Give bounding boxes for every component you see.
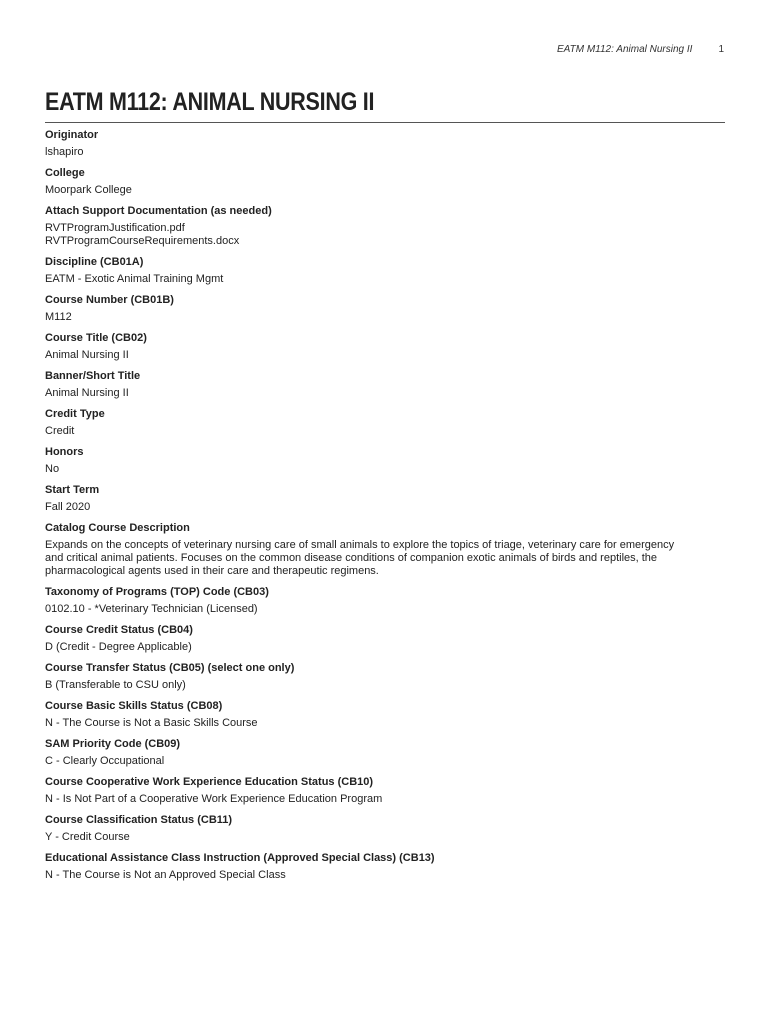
field-value (45, 869, 725, 882)
title-divider (45, 122, 725, 123)
field-value (45, 831, 725, 844)
field-value-line: Fall 2020 (45, 501, 91, 513)
field-value-line: B (Transferable to CSU only) (45, 679, 186, 691)
field-value-line: D (Credit - Degree Applicable) (45, 641, 192, 653)
field-value-line: pharmacological agents used in their care and therapeutic regimens. (45, 565, 379, 577)
field-value-line: M112 (45, 311, 72, 323)
field-discipline (45, 255, 725, 286)
field-value (45, 146, 725, 159)
field-value (45, 311, 725, 324)
field-originator (45, 128, 725, 159)
field-value (45, 184, 725, 197)
field-value (45, 679, 725, 692)
course-fields (45, 128, 725, 889)
field-label: Credit Type (45, 408, 105, 420)
field-value-line: Animal Nursing II (45, 349, 129, 361)
field-value (45, 425, 725, 438)
field-top-code (45, 585, 725, 616)
field-value (45, 387, 725, 400)
field-value (45, 603, 725, 616)
field-value-line: Credit (45, 425, 75, 437)
field-label: Educational Assistance Class Instruction (Approved Special Class) (CB13) (45, 852, 435, 864)
field-honors (45, 445, 725, 476)
field-credit-type (45, 407, 725, 438)
field-short-title (45, 369, 725, 400)
document-title: EATM M112: ANIMAL NURSING II (45, 88, 375, 116)
field-value (45, 641, 725, 654)
field-basic-skills (45, 699, 725, 730)
field-value (45, 222, 725, 248)
field-sam-priority (45, 737, 725, 768)
field-label: Start Term (45, 484, 100, 496)
field-value-line: Animal Nursing II (45, 387, 129, 399)
field-label: Course Transfer Status (CB05) (select one only) (45, 662, 295, 674)
field-value-line: RVTProgramCourseRequirements.docx (45, 235, 240, 247)
page-number: 1 (718, 44, 724, 55)
field-value-line: Y - Credit Course (45, 831, 130, 843)
field-coop-work (45, 775, 725, 806)
field-label: Course Credit Status (CB04) (45, 624, 193, 636)
field-value-line: No (45, 463, 60, 475)
field-transfer-status (45, 661, 725, 692)
field-support-docs (45, 204, 725, 248)
field-value-line: N - The Course is Not an Approved Special Class (45, 869, 286, 881)
field-label: Discipline (CB01A) (45, 256, 144, 268)
field-value-line: RVTProgramJustification.pdf (45, 222, 185, 234)
field-value (45, 273, 725, 286)
field-label: Course Cooperative Work Experience Education Status (CB10) (45, 776, 374, 788)
field-classification (45, 813, 725, 844)
field-label: Course Number (CB01B) (45, 294, 174, 306)
field-value (45, 793, 725, 806)
field-credit-status (45, 623, 725, 654)
field-value-line: 0102.10 - *Veterinary Technician (Licensed) (45, 603, 258, 615)
field-label: Course Classification Status (CB11) (45, 814, 233, 826)
field-value-line: N - The Course is Not a Basic Skills Course (45, 717, 258, 729)
field-label: Originator (45, 129, 99, 141)
field-catalog-description (45, 521, 725, 578)
field-label: SAM Priority Code (CB09) (45, 738, 181, 750)
field-label: Course Basic Skills Status (CB08) (45, 700, 223, 712)
field-value (45, 755, 725, 768)
field-label: Catalog Course Description (45, 522, 190, 534)
field-label: Taxonomy of Programs (TOP) Code (CB03) (45, 586, 269, 598)
field-special-class (45, 851, 725, 882)
running-header (557, 44, 724, 55)
field-value-line: Moorpark College (45, 184, 132, 196)
field-value (45, 463, 725, 476)
field-value (45, 717, 725, 730)
field-value-line: N - Is Not Part of a Cooperative Work Experience Education Program (45, 793, 383, 805)
field-label: Banner/Short Title (45, 370, 141, 382)
field-value-line: C - Clearly Occupational (45, 755, 165, 767)
field-label: Attach Support Documentation (as needed) (45, 205, 272, 217)
field-label: College (45, 167, 85, 179)
field-value-line: Expands on the concepts of veterinary nursing care of small animals to explore the topics of triage, veterinary care for emergency (45, 539, 675, 551)
field-value-line: and critical animal patients. Focuses on the common disease conditions of companion exotic animals of birds and reptiles, the (45, 552, 658, 564)
field-value-line: lshapiro (45, 146, 84, 158)
field-start-term (45, 483, 725, 514)
field-value (45, 539, 725, 578)
field-value (45, 349, 725, 362)
field-course-number (45, 293, 725, 324)
field-value-line: EATM - Exotic Animal Training Mgmt (45, 273, 224, 285)
field-label: Course Title (CB02) (45, 332, 147, 344)
running-title: EATM M112: Animal Nursing II (557, 44, 693, 55)
field-college (45, 166, 725, 197)
field-label: Honors (45, 446, 84, 458)
field-value (45, 501, 725, 514)
field-course-title (45, 331, 725, 362)
